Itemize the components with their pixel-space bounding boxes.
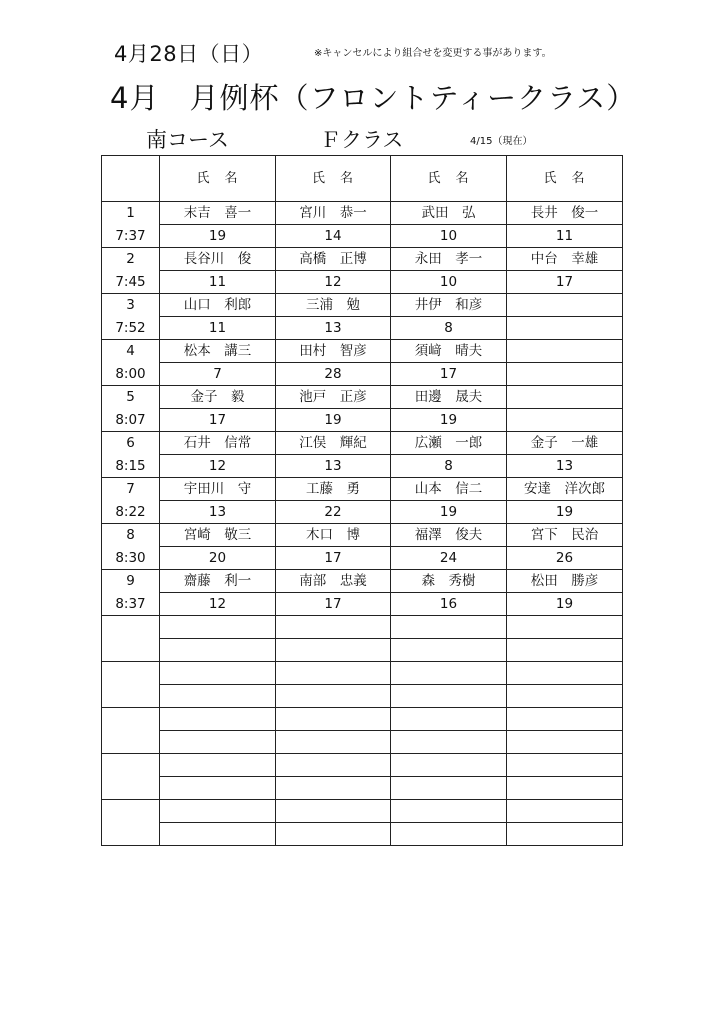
group-number: 3 [102, 294, 160, 317]
player-handicap: 13 [276, 455, 391, 478]
group-number: 7 [102, 478, 160, 501]
player-name: 中台 幸雄 [507, 248, 623, 271]
player-name: 金子 毅 [160, 386, 276, 409]
player-name [391, 754, 507, 777]
column-header-name: 氏 名 [276, 156, 391, 202]
player-handicap: 19 [160, 225, 276, 248]
player-handicap [391, 685, 507, 708]
player-name: 末吉 喜一 [160, 202, 276, 225]
header-blank-cell [102, 156, 160, 202]
group-number: 2 [102, 248, 160, 271]
player-name: 江俣 輝紀 [276, 432, 391, 455]
player-name [507, 340, 623, 363]
player-name: 広瀬 一郎 [391, 432, 507, 455]
group-name-row [102, 248, 623, 271]
player-name: 山口 利郎 [160, 294, 276, 317]
player-name [391, 708, 507, 731]
player-handicap [160, 639, 276, 662]
column-header-name: 氏 名 [391, 156, 507, 202]
cancellation-notice: ※キャンセルにより組合せを変更する事があります。 [314, 48, 552, 59]
tee-time: 8:37 [102, 593, 160, 616]
player-handicap [507, 409, 623, 432]
tee-time: 8:00 [102, 363, 160, 386]
group-name-row [102, 524, 623, 547]
group-handicap-row [102, 501, 623, 524]
player-handicap [160, 731, 276, 754]
player-handicap: 10 [391, 225, 507, 248]
player-handicap [507, 639, 623, 662]
tee-time: 7:52 [102, 317, 160, 340]
player-name [276, 616, 391, 639]
group-handicap-row [102, 639, 623, 662]
player-name [507, 294, 623, 317]
tee-time: 8:22 [102, 501, 160, 524]
group-number: 9 [102, 570, 160, 593]
player-handicap: 11 [507, 225, 623, 248]
player-name: 福澤 俊夫 [391, 524, 507, 547]
player-handicap: 17 [160, 409, 276, 432]
group-number [102, 754, 160, 777]
player-name [276, 800, 391, 823]
player-name: 松本 講三 [160, 340, 276, 363]
player-handicap [507, 685, 623, 708]
group-handicap-row [102, 731, 623, 754]
player-name [507, 386, 623, 409]
player-handicap: 11 [160, 271, 276, 294]
player-handicap [276, 731, 391, 754]
player-name: 長谷川 俊 [160, 248, 276, 271]
course-name: 南コース [146, 128, 229, 152]
player-handicap: 7 [160, 363, 276, 386]
player-name: 長井 俊一 [507, 202, 623, 225]
tee-time [102, 777, 160, 800]
column-header-name: 氏 名 [507, 156, 623, 202]
player-name: 池戸 正彦 [276, 386, 391, 409]
player-handicap: 19 [507, 501, 623, 524]
group-handicap-row [102, 317, 623, 340]
group-name-row [102, 754, 623, 777]
group-number: 5 [102, 386, 160, 409]
player-name: 南部 忠義 [276, 570, 391, 593]
player-name: 金子 一雄 [507, 432, 623, 455]
group-handicap-row [102, 225, 623, 248]
table-header-row [102, 156, 623, 202]
group-handicap-row [102, 271, 623, 294]
player-handicap [160, 823, 276, 846]
tee-time [102, 639, 160, 662]
group-name-row [102, 478, 623, 501]
player-name: 安達 洋次郎 [507, 478, 623, 501]
player-handicap [507, 777, 623, 800]
player-name: 齋藤 利一 [160, 570, 276, 593]
player-handicap: 8 [391, 317, 507, 340]
group-number [102, 708, 160, 731]
player-name [507, 708, 623, 731]
player-name [391, 616, 507, 639]
group-handicap-row [102, 455, 623, 478]
group-name-row [102, 800, 623, 823]
player-name: 須﨑 晴夫 [391, 340, 507, 363]
tee-time: 7:37 [102, 225, 160, 248]
player-name: 山本 信二 [391, 478, 507, 501]
player-name: 工藤 勇 [276, 478, 391, 501]
player-handicap: 13 [507, 455, 623, 478]
player-name: 宮川 恭一 [276, 202, 391, 225]
player-name [276, 754, 391, 777]
group-name-row [102, 708, 623, 731]
player-handicap: 14 [276, 225, 391, 248]
player-name: 田村 智彦 [276, 340, 391, 363]
player-name [507, 616, 623, 639]
tee-time: 8:15 [102, 455, 160, 478]
tee-time [102, 823, 160, 846]
player-handicap [507, 363, 623, 386]
player-handicap [391, 777, 507, 800]
group-name-row [102, 662, 623, 685]
group-handicap-row [102, 685, 623, 708]
player-name [160, 708, 276, 731]
group-name-row [102, 616, 623, 639]
player-handicap [507, 317, 623, 340]
player-handicap: 24 [391, 547, 507, 570]
player-name: 三浦 勉 [276, 294, 391, 317]
player-handicap: 22 [276, 501, 391, 524]
player-handicap [160, 685, 276, 708]
group-number [102, 800, 160, 823]
player-name: 武田 弘 [391, 202, 507, 225]
player-name: 宮下 民治 [507, 524, 623, 547]
player-name: 松田 勝彦 [507, 570, 623, 593]
player-name [507, 800, 623, 823]
player-handicap: 17 [507, 271, 623, 294]
player-name [507, 662, 623, 685]
group-handicap-row [102, 777, 623, 800]
player-handicap: 16 [391, 593, 507, 616]
player-name: 高橋 正博 [276, 248, 391, 271]
player-handicap: 26 [507, 547, 623, 570]
player-handicap [276, 639, 391, 662]
player-handicap: 17 [391, 363, 507, 386]
tee-time: 8:07 [102, 409, 160, 432]
player-handicap: 17 [276, 547, 391, 570]
player-name: 森 秀樹 [391, 570, 507, 593]
player-handicap: 19 [391, 409, 507, 432]
player-name [160, 616, 276, 639]
tee-time: 7:45 [102, 271, 160, 294]
player-name [391, 800, 507, 823]
group-number [102, 662, 160, 685]
group-name-row [102, 432, 623, 455]
event-date: 4月28日（日） [114, 42, 264, 66]
group-name-row [102, 340, 623, 363]
column-header-name: 氏 名 [160, 156, 276, 202]
player-name: 石井 信常 [160, 432, 276, 455]
player-name [276, 708, 391, 731]
tee-time [102, 731, 160, 754]
group-handicap-row [102, 547, 623, 570]
player-handicap [507, 823, 623, 846]
tee-time: 8:30 [102, 547, 160, 570]
player-handicap: 11 [160, 317, 276, 340]
player-name: 田邊 晟夫 [391, 386, 507, 409]
player-handicap: 28 [276, 363, 391, 386]
group-name-row [102, 570, 623, 593]
group-handicap-row [102, 363, 623, 386]
player-handicap: 13 [160, 501, 276, 524]
pairing-table [101, 155, 623, 846]
player-handicap: 19 [391, 501, 507, 524]
player-handicap: 13 [276, 317, 391, 340]
class-label: Ｆクラス [320, 128, 404, 152]
as-of-date: 4/15（現在） [470, 136, 533, 147]
group-name-row [102, 202, 623, 225]
player-name [160, 662, 276, 685]
group-handicap-row [102, 593, 623, 616]
player-handicap: 20 [160, 547, 276, 570]
player-name: 永田 孝一 [391, 248, 507, 271]
player-name: 木口 博 [276, 524, 391, 547]
group-number: 1 [102, 202, 160, 225]
player-name: 宇田川 守 [160, 478, 276, 501]
player-handicap: 12 [276, 271, 391, 294]
player-handicap: 12 [160, 455, 276, 478]
player-handicap [276, 685, 391, 708]
player-name [160, 800, 276, 823]
player-handicap: 19 [507, 593, 623, 616]
group-number: 6 [102, 432, 160, 455]
group-number [102, 616, 160, 639]
group-handicap-row [102, 823, 623, 846]
player-name: 宮崎 敬三 [160, 524, 276, 547]
player-handicap: 12 [160, 593, 276, 616]
player-name: 井伊 和彦 [391, 294, 507, 317]
player-handicap: 8 [391, 455, 507, 478]
group-number: 8 [102, 524, 160, 547]
group-name-row [102, 294, 623, 317]
group-number: 4 [102, 340, 160, 363]
player-name [160, 754, 276, 777]
group-handicap-row [102, 409, 623, 432]
page-title: 4月 月例杯（フロントティークラス） [110, 81, 637, 115]
player-name [276, 662, 391, 685]
player-handicap: 10 [391, 271, 507, 294]
player-handicap [391, 731, 507, 754]
player-handicap [391, 639, 507, 662]
player-name [391, 662, 507, 685]
group-name-row [102, 386, 623, 409]
player-handicap [160, 777, 276, 800]
player-handicap [391, 823, 507, 846]
player-handicap: 19 [276, 409, 391, 432]
player-handicap: 17 [276, 593, 391, 616]
player-handicap [276, 777, 391, 800]
player-name [507, 754, 623, 777]
player-handicap [276, 823, 391, 846]
tee-time [102, 685, 160, 708]
player-handicap [507, 731, 623, 754]
